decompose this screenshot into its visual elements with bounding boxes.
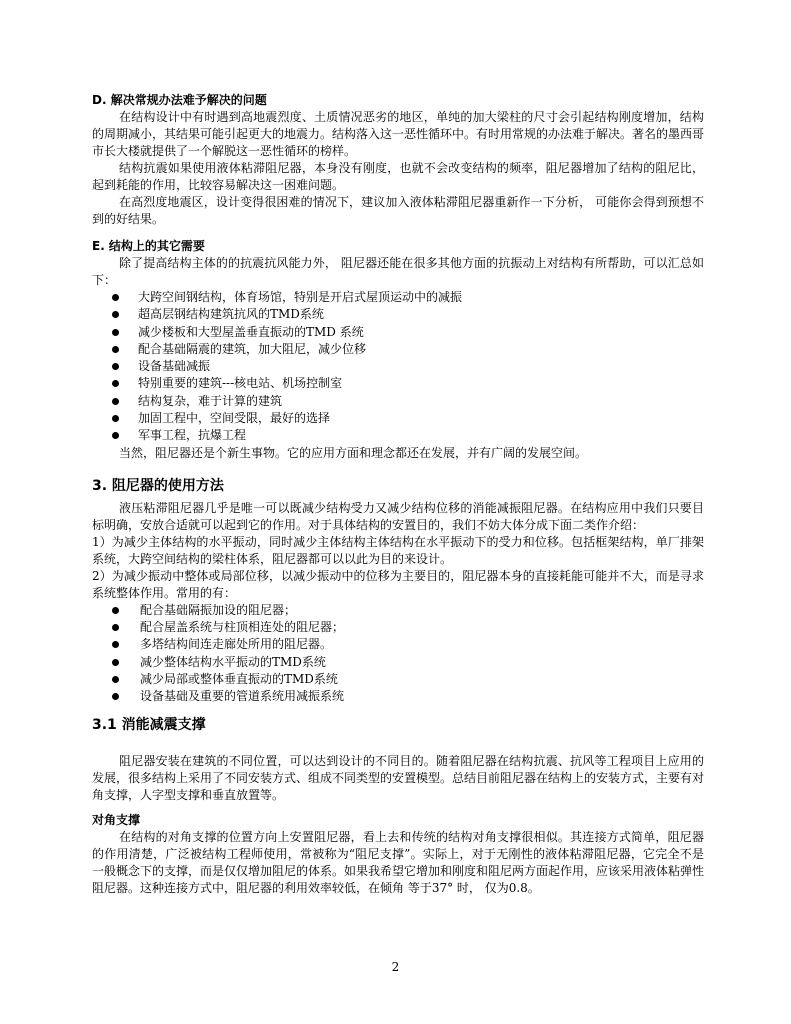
- section-3-bullet-list: [92, 602, 704, 706]
- list-item: [92, 619, 704, 636]
- bullet-icon: [112, 329, 119, 336]
- section-3-1-heading: 3.1 消能减震支撑: [92, 717, 206, 734]
- list-item: [92, 358, 704, 375]
- bullet-icon: [112, 432, 119, 439]
- list-item-text: 减少楼板和大型屋盖垂直振动的TMD 系统: [138, 324, 364, 339]
- diagonal-bracing-paragraph: 在结构的对角支撑的位置方向上安置阻尼器，看上去和传统的结构对角支撑很相似。其连接方式简单，阻尼器的作用清楚，广泛被结构工程师使用，常被称为“阻尼支撑”。实际上，对于无刚性的液体粘滞阻尼器，它完全不是一般概念下的支撑，而是仅仅增加阻尼的体系。如果我希望它增加和刚度和阻尼两方面起作用，应该采用液体粘弹性阻尼器。这种连接方式中，阻尼器的利用效率较低，在倾角 等于37° 时， 仅为0.8。: [92, 830, 705, 896]
- bullet-icon: [112, 641, 119, 648]
- bullet-icon: [112, 676, 119, 683]
- list-item: [92, 427, 704, 444]
- list-item: [92, 636, 704, 653]
- list-item: [92, 654, 704, 671]
- section-e-closing: 当然，阻尼器还是个新生事物。它的应用方面和理念都还在发展，并有广阔的发展空间。: [119, 445, 588, 460]
- bullet-icon: [112, 380, 119, 387]
- bullet-icon: [112, 415, 119, 422]
- bullet-icon: [112, 294, 119, 301]
- list-item-text: 军事工程，抗爆工程: [138, 428, 247, 443]
- section-e-intro: 除了提高结构主体的的抗震抗风能力外， 阻尼器还能在很多其他方面的抗振动上对结构有所帮助，可以汇总如下：: [92, 256, 704, 287]
- section-d-paragraph-3: 在高烈度地震区，设计变得很困难的情况下，建议加入液体粘滞阻尼器重新作一下分析， 可能你会得到预想不到的好结果。: [92, 195, 704, 226]
- bullet-icon: [112, 624, 119, 631]
- list-item: [92, 306, 704, 323]
- section-3-item-1: 1）为减少主体结构的水平振动，同时减少主体结构主体结构在水平振动下的受力和位移。包括框架结构，单厂排架系统，大跨空间结构的梁柱体系，阻尼器都可以以此为目的来设计。: [92, 534, 704, 566]
- list-item-text: 多塔结构间连走廊处所用的阻尼器。: [140, 637, 333, 652]
- list-item-text: 大跨空间钢结构，体育场馆，特别是开启式屋顶运动中的减振: [138, 290, 463, 304]
- bullet-icon: [112, 398, 119, 405]
- section-d-paragraph-2: 结构抗震如果使用液体粘滞阻尼器，本身没有刚度，也就不会改变结构的频率，阻尼器增加了结构的阻尼比，起到耗能的作用，比较容易解决这一困难问题。: [92, 161, 704, 192]
- bullet-icon: [112, 363, 119, 370]
- list-item: [92, 289, 704, 306]
- section-3-item-2: 2）为减少振动中整体或局部位移，以减少振动中的位移为主要目的，阻尼器本身的直接耗能可能并不大，而是寻求系统整体作用。常用的有：: [92, 568, 704, 600]
- page-number: 2: [391, 960, 400, 974]
- list-item: [92, 341, 704, 358]
- list-item: [92, 410, 704, 427]
- section-d-heading: D. 解决常规办法难予解决的问题: [92, 93, 267, 107]
- section-3-heading: 3. 阻尼器的使用方法: [92, 477, 224, 494]
- list-item-text: 超高层钢结构建筑抗风的TMD系统: [138, 307, 324, 322]
- list-item-text: 特别重要的建筑---核电站、机场控制室: [138, 376, 343, 391]
- list-item-text: 减少整体结构水平振动的TMD系统: [140, 654, 326, 669]
- list-item: [92, 375, 704, 392]
- list-item-text: 配合屋盖系统与柱顶相连处的阻尼器；: [140, 619, 345, 634]
- list-item: [92, 671, 704, 688]
- bullet-icon: [112, 693, 119, 700]
- diagonal-bracing-heading: 对角支撑: [92, 813, 141, 828]
- list-item-text: 减少局部或整体垂直振动的TMD系统: [140, 671, 338, 686]
- list-item-text: 设备基础及重要的管道系统用减振系统: [140, 689, 345, 704]
- list-item-text: 设备基础减振: [138, 359, 211, 374]
- section-3-intro: 液压粘滞阻尼器几乎是唯一可以既减少结构受力又减少结构位移的消能减振阻尼器。在结构应用中我们只要目标明确，安放合适就可以起到它的作用。对于具体结构的安置目的，我们不妨大体分成下面二类作介绍：: [92, 500, 704, 532]
- bullet-icon: [112, 607, 119, 614]
- list-item: [92, 393, 704, 410]
- list-item: [92, 688, 704, 705]
- bullet-icon: [112, 659, 119, 666]
- list-item: [92, 324, 704, 341]
- page-content: [92, 92, 704, 897]
- section-3-1-paragraph: 阻尼器安装在建筑的不同位置，可以达到设计的不同目的。随着阻尼器在结构抗震、抗风等工程项目上应用的发展，很多结构上采用了不同安装方式、组成不同类型的安置模型。总结目前阻尼器在结构上的安装方式，主要有对角支撑，人字型支撑和垂直放置等。: [92, 754, 705, 803]
- section-d-paragraph-1: 在结构设计中有时遇到高地震烈度、土质情况恶劣的地区，单纯的加大梁柱的尺寸会引起结构刚度增加，结构的周期减小，其结果可能引起更大的地震力。结构落入这一恶性循环中。有时用常规的办法难于解决。著名的墨西哥市长大楼就提供了一个解脱这一恶性循环的榜样。: [92, 110, 705, 158]
- bullet-icon: [112, 346, 119, 353]
- list-item-text: 配合基础隔振加设的阻尼器；: [140, 602, 297, 617]
- list-item: [92, 602, 704, 619]
- section-e-bullet-list: [92, 289, 704, 445]
- bullet-icon: [112, 311, 119, 318]
- list-item-text: 配合基础隔震的建筑，加大阻尼，减少位移: [138, 341, 367, 356]
- list-item-text: 加固工程中，空间受限，最好的选择: [138, 411, 331, 426]
- list-item-text: 结构复杂，难于计算的建筑: [138, 393, 283, 408]
- section-e-heading: E. 结构上的其它需要: [92, 239, 205, 253]
